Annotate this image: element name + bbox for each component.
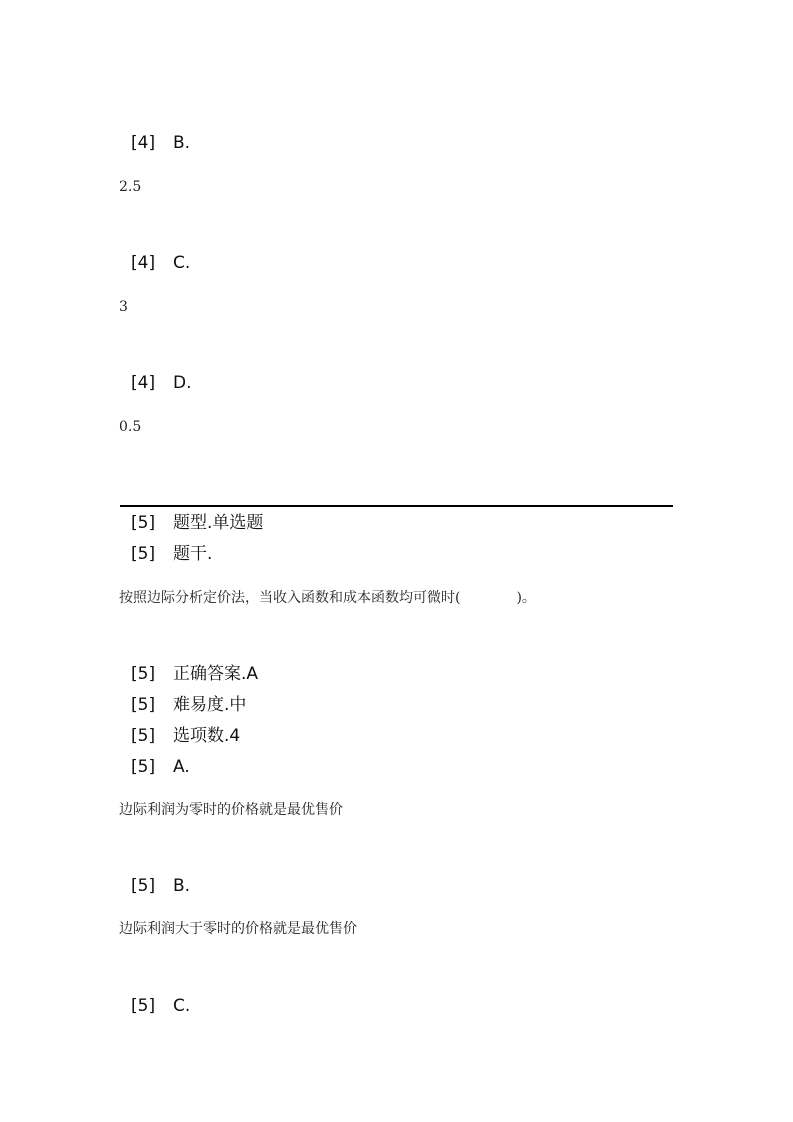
stem-after-blank: )。 [516, 590, 536, 606]
option-label: C. [173, 996, 191, 1016]
difficulty: 难易度.中 [173, 695, 247, 715]
q5-option-count [131, 724, 240, 748]
question-number: [4] [131, 133, 156, 153]
question-number: [5] [131, 544, 156, 564]
question-number: [4] [131, 253, 156, 273]
q4-option-d-text: 0.5 [119, 419, 142, 435]
option-count: 选项数.4 [173, 726, 241, 746]
q5-difficulty [131, 693, 246, 717]
q5-answer [131, 662, 258, 686]
option-label: B. [173, 876, 191, 896]
option-label: B. [173, 133, 191, 153]
question-number: [5] [131, 513, 156, 533]
q4-option-b-text: 2.5 [119, 179, 142, 195]
q5-option-a-text: 边际利润为零时的价格就是最优售价 [119, 802, 343, 818]
stem-label: 题干. [173, 544, 213, 564]
q5-type [131, 511, 263, 535]
q5-stem-text [119, 588, 536, 608]
q5-option-c-header [131, 994, 190, 1018]
question-type: 题型.单选题 [173, 513, 264, 533]
question-number: [5] [131, 876, 156, 896]
question-number: [5] [131, 757, 156, 777]
question-number: [5] [131, 726, 156, 746]
question-divider [120, 505, 673, 507]
option-label: A. [173, 757, 190, 777]
q5-stem-header [131, 542, 212, 566]
q4-option-c-text: 3 [119, 299, 128, 315]
q4-option-d-header [131, 371, 192, 395]
question-number: [5] [131, 996, 156, 1016]
q4-option-c-header [131, 251, 190, 275]
question-number: [5] [131, 664, 156, 684]
option-label: D. [173, 373, 192, 393]
stem-before-blank: 按照边际分析定价法，当收入函数和成本函数均可微时( [119, 590, 461, 606]
question-number: [5] [131, 695, 156, 715]
option-label: C. [173, 253, 191, 273]
q5-option-b-text: 边际利润大于零时的价格就是最优售价 [119, 921, 357, 937]
correct-answer: 正确答案.A [173, 664, 259, 684]
question-number: [4] [131, 373, 156, 393]
q5-option-a-header [131, 755, 190, 779]
q5-option-b-header [131, 874, 190, 898]
q4-option-b-header [131, 131, 190, 155]
